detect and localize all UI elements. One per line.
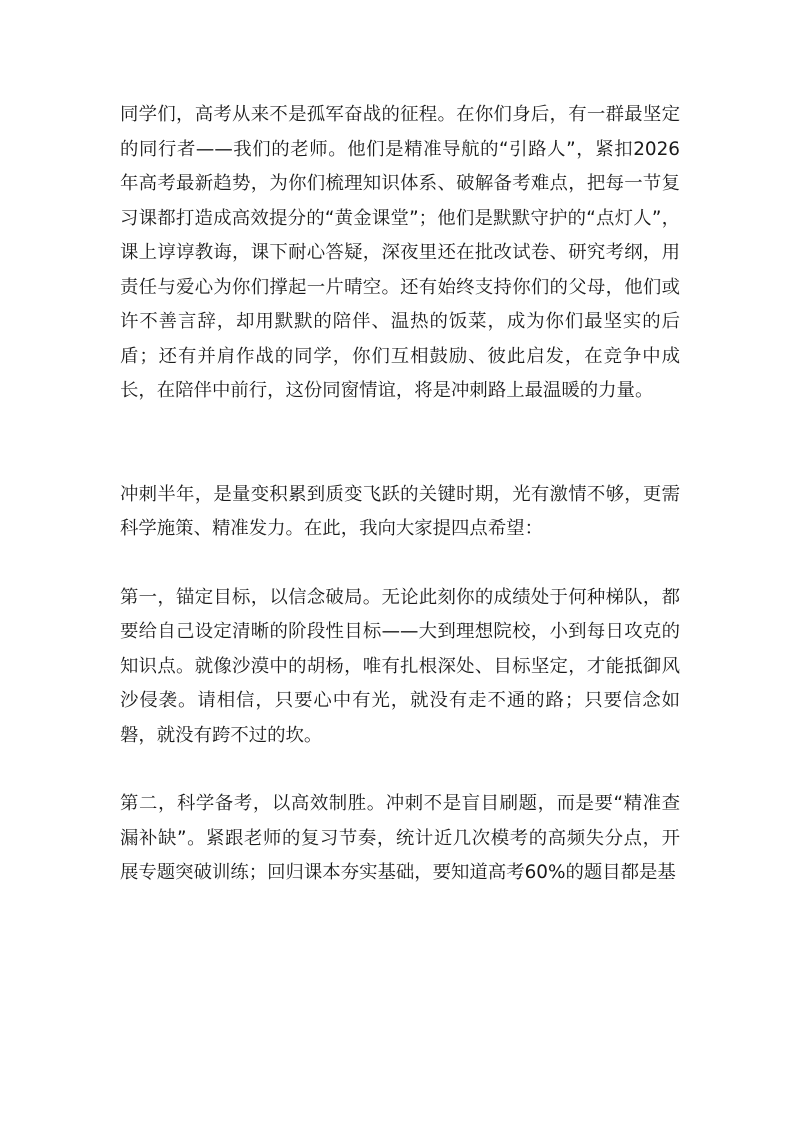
paragraph-spacer [120, 753, 680, 787]
paragraph-hope-two: 第二，科学备考，以高效制胜。冲刺不是盲目刷题，而是要“精准查漏补缺”。紧跟老师的复习节奏，统计近几次模考的高频失分点，开展专题突破训练；回归课本夯实基础，要知道高考60%的题目都是基 [120, 793, 680, 883]
paragraph-support-network: 同学们，高考从来不是孤军奋战的征程。在你们身后，有一群最坚定的同行者——我们的老师。他们是精准导航的“引路人”，紧扣2026年高考最新趋势，为你们梳理知识体系、破解备考难点，把每一节复习课都打造成高效提分的“黄金课堂”；他们是默默守护的“点灯人”，课上谆谆教诲，课下耐心答疑，深夜里还在批改试卷、研究考纲，用责任与爱心为你们撑起一片晴空。还有始终支持你们的父母，他们或许不善言辞，却用默默的陪伴、温热的饭菜，成为你们最坚实的后盾；还有并肩作战的同学，你们互相鼓励、彼此启发，在竞争中成长，在陪伴中前行，这份同窗情谊，将是冲刺路上最温暖的力量。 [120, 104, 680, 401]
paragraph-sprint-intro: 冲刺半年，是量变积累到质变飞跃的关键时期，光有激情不够，更需科学施策、精准发力。在此，我向大家提四点希望： [120, 483, 680, 539]
document-body [120, 98, 680, 891]
paragraph-spacer [120, 547, 680, 581]
paragraph-hope-one: 第一，锚定目标，以信念破局。无论此刻你的成绩处于何种梯队，都要给自己设定清晰的阶段性目标——大到理想院校，小到每日攻克的知识点。就像沙漠中的胡杨，唯有扎根深处、目标坚定，才能抵御风沙侵袭。请相信，只要心中有光，就没有走不通的路；只要信念如磐，就没有跨不过的坎。 [120, 586, 680, 746]
paragraph-spacer [120, 409, 680, 478]
